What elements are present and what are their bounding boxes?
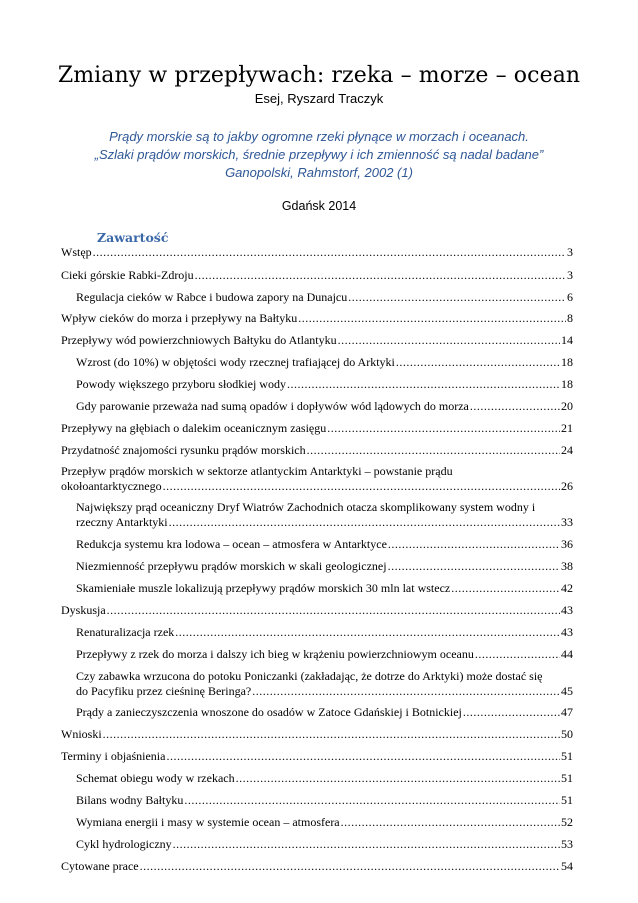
toc-page-number: 50 [561,727,573,741]
toc-leader-dots [463,705,560,719]
toc-entry-text: Przydatność znajomości rysunku prądów morskich [61,443,306,457]
toc-entry[interactable] [76,793,573,807]
toc-leader-dots [475,647,560,661]
toc-entry[interactable] [61,421,573,435]
toc-leader-dots [173,837,560,851]
toc-page-number: 38 [561,559,573,573]
toc-page-number: 33 [561,515,573,529]
toc-leader-dots [103,727,560,741]
toc-page-number: 3 [567,245,573,259]
toc-entry[interactable] [76,669,573,698]
quote-line: Prądy morskie są to jakby ogromne rzeki płynące w morzach i oceanach. [109,129,529,144]
toc-page-number: 21 [561,421,573,435]
toc-page-number: 45 [561,684,573,698]
toc-page-number: 43 [561,603,573,617]
toc-leader-dots [175,625,560,639]
toc-entry-text: okołoantarktycznego [61,479,162,493]
toc-entry-text: Wymiana energii i masy w systemie ocean – atmosfera [76,815,340,829]
toc-entry[interactable] [61,859,573,873]
toc-entry-text: Przepływy z rzek do morza i dalszy ich bieg w krążeniu powierzchniowym oceanu [76,647,474,661]
toc-entry-text: Renaturalizacja rzek [76,625,175,639]
toc-entry-text: Wstęp [61,245,92,259]
toc-leader-dots [252,684,560,698]
toc-entry-text: Cykl hydrologiczny [76,837,172,851]
quote-citation: Ganopolski, Rahmstorf, 2002 (1) [225,165,413,180]
toc-entry-text: Powody większego przyboru słodkiej wody [76,377,286,391]
toc-leader-dots [140,859,560,873]
toc-leader-dots [166,749,560,763]
toc-leader-dots [184,793,560,807]
toc-page-number: 53 [561,837,573,851]
toc-leader-dots [169,515,560,529]
toc-leader-dots [327,421,560,435]
toc-leader-dots [287,377,560,391]
toc-entry-text: do Pacyfiku przez cieśninę Beringa? [76,684,252,698]
toc-page-number: 52 [561,815,573,829]
toc-page-number: 51 [561,749,573,763]
toc-entry-text: Regulacja cieków w Rabce i budowa zapory na Dunajcu [76,290,348,304]
toc-entry[interactable] [76,647,573,661]
toc-leader-dots [338,333,560,347]
toc-entry-text: Cieki górskie Rabki-Zdroju [61,268,194,282]
toc-entry[interactable] [76,290,573,304]
toc-entry-text: Wpływ cieków do morza i przepływy na Bałtyku [61,311,298,325]
toc-leader-dots [195,268,566,282]
toc-entry-text: Schemat obiegu wody w rzekach [76,771,235,785]
toc-page-number: 36 [561,537,573,551]
place-year: Gdańsk 2014 [281,199,357,213]
toc-entry[interactable] [76,355,573,369]
toc-entry[interactable] [61,268,573,282]
toc-leader-dots [396,355,560,369]
toc-leader-dots [388,559,560,573]
toc-leader-dots [93,245,566,259]
toc-entry[interactable] [76,625,573,639]
toc-page-number: 18 [561,355,573,369]
toc-page-number: 3 [567,268,573,282]
toc-entry[interactable] [61,603,573,617]
toc-leader-dots [341,815,560,829]
toc-entry-text: Redukcja systemu kra lodowa – ocean – atmosfera w Antarktyce [76,537,387,551]
toc-entry[interactable] [76,537,573,551]
toc-entry[interactable] [76,500,573,529]
toc-entry-text: Gdy parowanie przeważa nad sumą opadów i dopływów wód lądowych do morza [76,399,469,413]
toc-page-number: 14 [561,333,573,347]
toc-page-number: 47 [561,705,573,719]
toc-entry[interactable] [61,749,573,763]
toc-page-number: 44 [561,647,573,661]
toc-entry[interactable] [61,727,573,741]
toc-entry[interactable] [76,377,573,391]
toc-entry-text: Przepływy wód powierzchniowych Bałtyku do Atlantyku [61,333,337,347]
toc-page-number: 6 [567,290,573,304]
toc-page-number: 51 [561,793,573,807]
toc-entry-text: Przepływy na głębiach o dalekim oceanicznym zasięgu [61,421,327,435]
toc-entry[interactable] [76,581,573,595]
toc-page-number: 51 [561,771,573,785]
toc-entry-text: Niezmienność przepływu prądów morskich w skali geologicznej [76,559,387,573]
toc-entry-text: Prądy a zanieczyszczenia wnoszone do osadów w Zatoce Gdańskiej i Botnickiej [76,705,462,719]
document-title: Zmiany w przepływach: rzeka – morze – ocean [57,63,581,88]
toc-entry-text: rzeczny Antarktyki [76,515,168,529]
toc-page-number: 18 [561,377,573,391]
toc-heading: Zawartość [97,230,169,245]
toc-page-number: 20 [561,399,573,413]
toc-leader-dots [451,581,560,595]
toc-entry-text-line1: Największy prąd oceaniczny Dryf Wiatrów Zachodnich otacza skomplikowany system wodny i [76,500,536,514]
toc-entry-text: Wzrost (do 10%) w objętości wody rzecznej trafiającej do Arktyki [76,355,395,369]
toc-entry[interactable] [76,837,573,851]
quote-line: „Szlaki prądów morskich, średnie przepływy i ich zmienność są nadal badane” [94,147,544,162]
toc-leader-dots [307,443,560,457]
toc-leader-dots [348,290,566,304]
toc-page-number: 26 [561,479,573,493]
toc-entry[interactable] [61,464,573,493]
toc-leader-dots [236,771,560,785]
toc-entry[interactable] [76,815,573,829]
toc-entry-text: Skamieniałe muszle lokalizują przepływy prądów morskich 30 mln lat wstecz [76,581,451,595]
toc-page-number: 54 [561,859,573,873]
toc-entry[interactable] [76,771,573,785]
toc-leader-dots [107,603,560,617]
toc-page-number: 8 [567,311,573,325]
toc-entry[interactable] [61,245,573,259]
toc-leader-dots [298,311,566,325]
toc-page-number: 43 [561,625,573,639]
toc-leader-dots [388,537,560,551]
toc-entry[interactable] [76,559,573,573]
document-author: Esej, Ryszard Traczyk [254,91,384,106]
toc-entry[interactable] [76,399,573,413]
toc-entry-text: Dyskusja [61,603,106,617]
toc-leader-dots [163,479,560,493]
toc-entry-text-line1: Przepływ prądów morskich w sektorze atlantyckim Antarktyki – powstanie prądu [61,464,453,478]
toc-page-number: 42 [561,581,573,595]
toc-entry[interactable] [61,443,573,457]
toc-entry[interactable] [76,705,573,719]
toc-entry[interactable] [61,311,573,325]
toc-entry-text: Terminy i objaśnienia [61,749,166,763]
toc-entry-text-line1: Czy zabawka wrzucona do potoku Poniczanki (zakładając, że dotrze do Arktyki) może dostać się [76,669,543,683]
toc-leader-dots [470,399,560,413]
toc-page-number: 24 [561,443,573,457]
toc-entry-text: Wnioski [61,727,102,741]
toc-entry-text: Bilans wodny Bałtyku [76,793,184,807]
toc-entry-text: Cytowane prace [61,859,139,873]
toc-entry[interactable] [61,333,573,347]
